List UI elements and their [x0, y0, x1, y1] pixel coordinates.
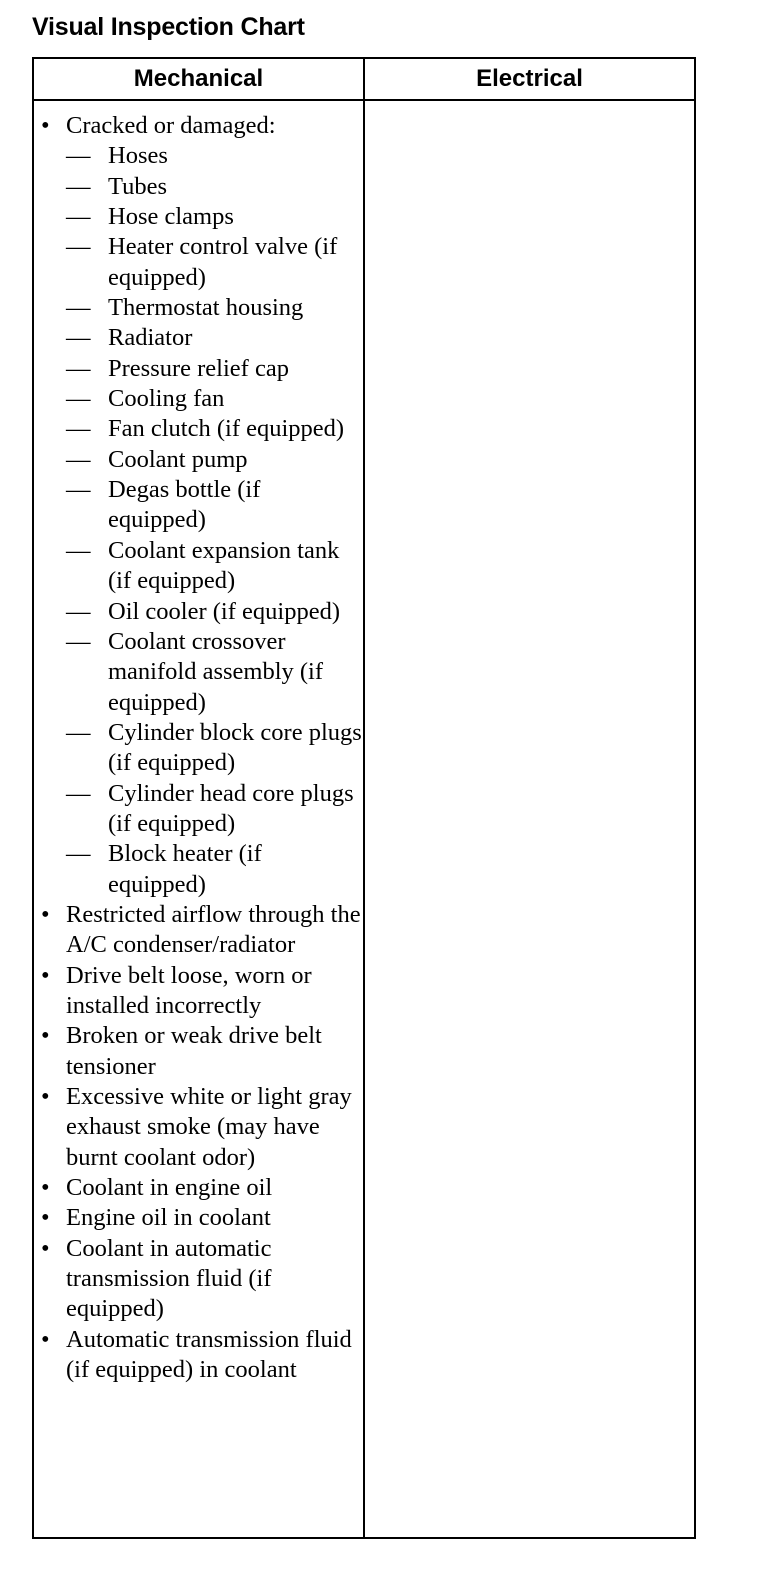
mechanical-item — [34, 111, 363, 900]
mechanical-item-text: Broken or weak drive belt tensioner — [66, 1022, 322, 1080]
component-item — [66, 475, 363, 536]
dash-icon: — — [66, 840, 91, 868]
component-item — [66, 839, 363, 900]
mechanical-item-text: Automatic transmission fluid (if equipped) in coolant — [66, 1325, 352, 1384]
component-item-text: Pressure relief cap — [108, 354, 289, 382]
dash-icon: — — [66, 536, 91, 564]
mechanical-item — [34, 1173, 363, 1203]
component-item — [66, 354, 363, 384]
component-item — [66, 627, 363, 718]
component-item-text: Cylinder head core plugs (if equipped) — [108, 779, 354, 837]
component-item-text: Oil cooler (if equipped) — [108, 597, 340, 625]
bullet-icon: • — [41, 1204, 50, 1232]
dash-icon: — — [66, 779, 91, 807]
mechanical-item — [34, 1203, 363, 1233]
bullet-icon: • — [41, 1325, 50, 1353]
component-item-text: Coolant expansion tank (if equipped) — [108, 536, 340, 595]
page-title: Visual Inspection Chart — [32, 13, 305, 41]
component-item — [66, 445, 363, 475]
component-item-text: Fan clutch (if equipped) — [108, 415, 345, 443]
dash-icon: — — [66, 324, 91, 352]
dash-icon: — — [66, 385, 91, 413]
bullet-icon: • — [41, 961, 50, 989]
component-item-text: Radiator — [108, 324, 193, 352]
dash-icon: — — [66, 172, 91, 200]
component-item — [66, 172, 363, 202]
electrical-cell — [364, 100, 695, 1538]
dash-icon: — — [66, 627, 91, 655]
component-item — [66, 414, 363, 444]
mechanical-cell — [33, 100, 364, 1538]
dash-icon: — — [66, 476, 91, 504]
mechanical-item-text: Cracked or damaged: — [66, 112, 276, 139]
component-item-text: Block heater (if equipped) — [108, 840, 262, 898]
table-header-row — [33, 58, 695, 100]
mechanical-item — [34, 961, 363, 1022]
mechanical-item-text: Drive belt loose, worn or installed incorrectly — [66, 961, 312, 1019]
component-item — [66, 384, 363, 414]
dash-icon: — — [66, 445, 91, 473]
bullet-icon: • — [41, 1234, 50, 1262]
mechanical-header: Mechanical — [33, 58, 364, 100]
dash-icon: — — [66, 415, 91, 443]
mechanical-item-text: Excessive white or light gray exhaust smoke (may have burnt coolant odor) — [66, 1083, 352, 1171]
bullet-icon: • — [41, 112, 50, 139]
component-item — [66, 323, 363, 353]
mechanical-list — [34, 101, 363, 1385]
mechanical-item-text: Restricted airflow through the A/C condenser/radiator — [66, 900, 361, 959]
component-item-text: Coolant crossover manifold assembly (if equipped) — [108, 627, 324, 716]
dash-icon: — — [66, 718, 91, 746]
component-item — [66, 232, 363, 293]
dash-icon: — — [66, 354, 91, 382]
component-item — [66, 779, 363, 840]
mechanical-item-text: Engine oil in coolant — [66, 1204, 271, 1232]
dash-icon: — — [66, 142, 91, 170]
mechanical-item — [34, 1325, 363, 1386]
bullet-icon: • — [41, 1083, 50, 1110]
inspection-table — [32, 57, 696, 1539]
mechanical-item-text: Coolant in automatic transmission fluid (if equipped) — [66, 1234, 272, 1323]
mechanical-item — [34, 1082, 363, 1173]
electrical-header: Electrical — [364, 58, 695, 100]
component-item — [66, 202, 363, 232]
dash-icon: — — [66, 597, 91, 625]
dash-icon: — — [66, 233, 91, 261]
component-item — [66, 718, 363, 779]
bullet-icon: • — [41, 1022, 50, 1050]
component-item-text: Hose clamps — [108, 203, 234, 231]
dash-icon: — — [66, 203, 91, 231]
component-item — [66, 293, 363, 323]
mechanical-item — [34, 1021, 363, 1082]
component-item-text: Cylinder block core plugs (if equipped) — [108, 718, 362, 777]
mechanical-item-text: Coolant in engine oil — [66, 1174, 273, 1202]
component-item-text: Degas bottle (if equipped) — [108, 476, 261, 534]
component-item-text: Tubes — [108, 172, 168, 200]
mechanical-item — [34, 1234, 363, 1325]
bullet-icon: • — [41, 900, 50, 928]
bullet-icon: • — [41, 1174, 50, 1202]
component-item-text: Cooling fan — [108, 385, 225, 413]
component-item-text: Heater control valve (if equipped) — [108, 233, 338, 291]
component-item — [66, 536, 363, 597]
dash-icon: — — [66, 294, 91, 322]
component-item — [66, 597, 363, 627]
component-item-text: Coolant pump — [108, 445, 248, 473]
table-body-row — [33, 100, 695, 1538]
component-item-text: Hoses — [108, 142, 168, 170]
component-item — [66, 141, 363, 171]
mechanical-item — [34, 900, 363, 961]
component-sublist — [66, 141, 363, 900]
component-item-text: Thermostat housing — [108, 294, 304, 322]
